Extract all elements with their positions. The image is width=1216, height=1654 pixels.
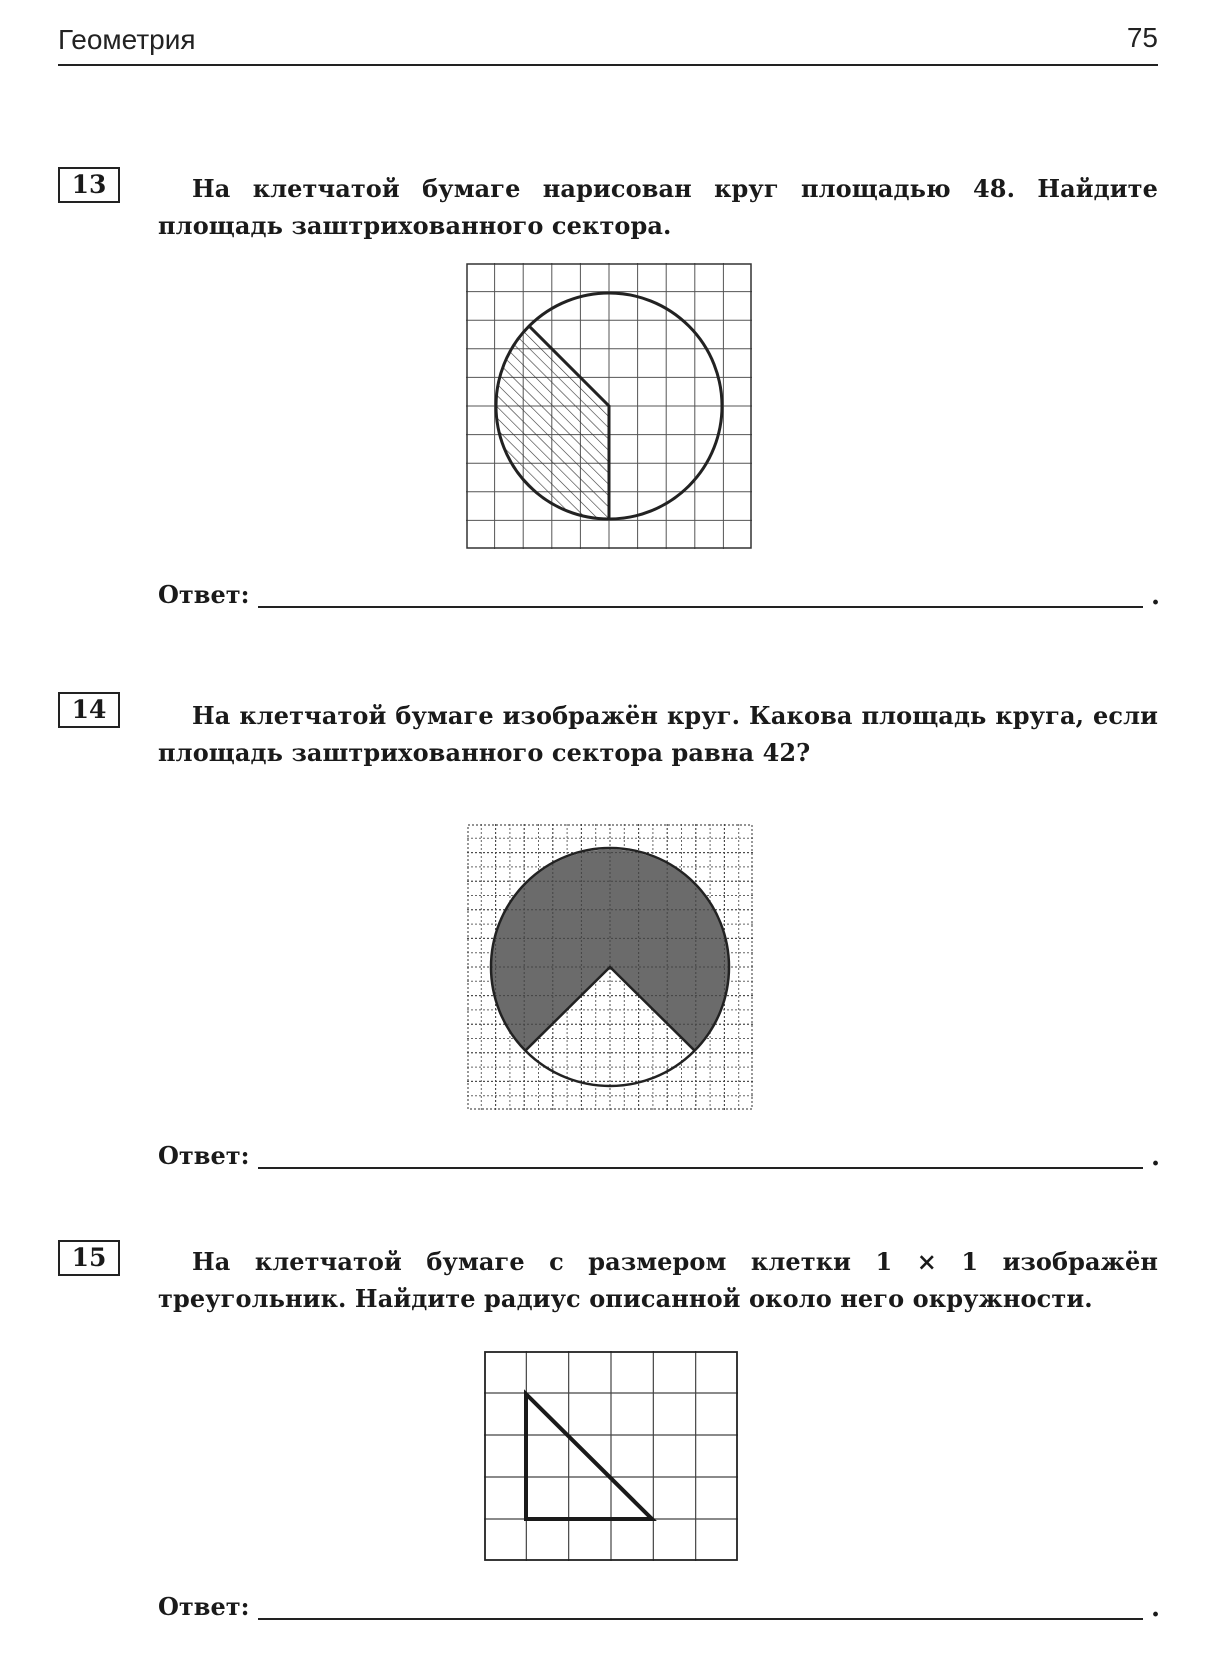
answer-dot-15: . bbox=[1151, 1593, 1161, 1623]
answer-field-13[interactable] bbox=[258, 606, 1143, 608]
task-number-14: 14 bbox=[58, 692, 120, 728]
grid-right-triangle-icon bbox=[484, 1351, 738, 1561]
page-number: 75 bbox=[1126, 22, 1158, 53]
grid-circle-shaded-sector-icon bbox=[467, 824, 753, 1110]
header-divider bbox=[58, 64, 1158, 66]
task-number-15: 15 bbox=[58, 1240, 120, 1276]
answer-dot-14: . bbox=[1151, 1142, 1161, 1172]
task-13-text: На клетчатой бумаге нарисован круг площадью 48. Найдите площадь заштрихованного сектора. bbox=[158, 174, 1158, 240]
answer-label-13: Ответ: bbox=[158, 580, 250, 609]
answer-label-14: Ответ: bbox=[158, 1141, 250, 1170]
answer-field-14[interactable] bbox=[258, 1167, 1143, 1169]
task-number-13: 13 bbox=[58, 167, 120, 203]
grid-circle-hatched-sector-icon bbox=[466, 263, 752, 549]
task-15-text: На клетчатой бумаге с размером клетки 1 × 1 изображён треугольник. Найдите радиус описанной около него окружности. bbox=[158, 1247, 1158, 1313]
task-14-text: На клетчатой бумаге изображён круг. Какова площадь круга, если площадь заштрихованного сектора равна 42? bbox=[158, 701, 1158, 767]
answer-dot-13: . bbox=[1151, 581, 1161, 611]
section-title: Геометрия bbox=[58, 24, 196, 55]
answer-field-15[interactable] bbox=[258, 1618, 1143, 1620]
answer-label-15: Ответ: bbox=[158, 1592, 250, 1621]
